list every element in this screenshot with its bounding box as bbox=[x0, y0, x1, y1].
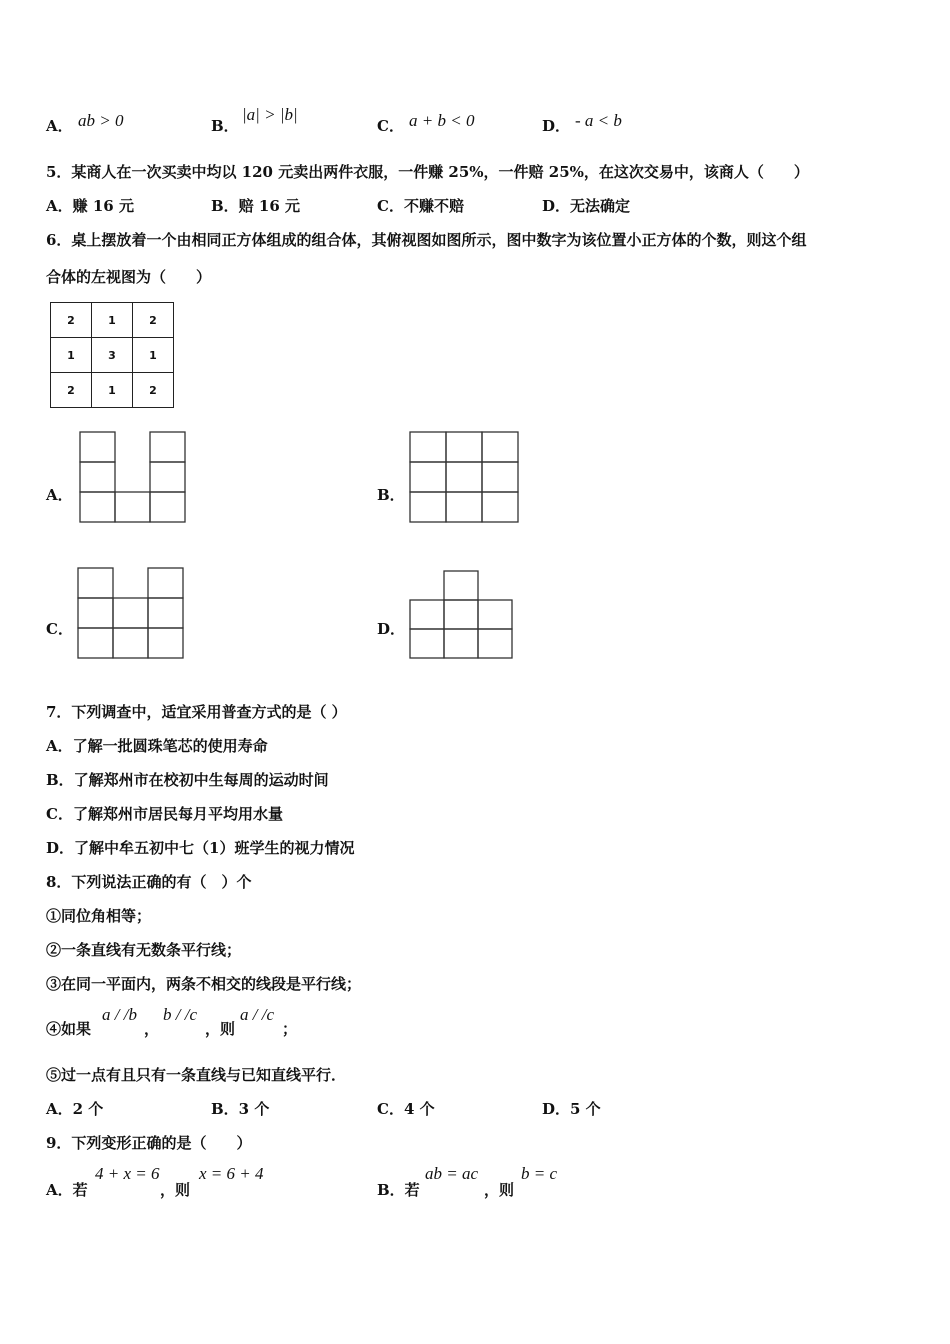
q8-statement-4-end: ； bbox=[282, 1020, 298, 1038]
q8-statement-1: ①同位角相等； bbox=[46, 907, 152, 925]
q6-option-c-figure bbox=[76, 566, 188, 660]
grid-cell: 1 bbox=[133, 338, 174, 373]
grid-cell: 1 bbox=[92, 303, 133, 338]
grid-cell: 2 bbox=[51, 303, 92, 338]
q8-stem: 8．下列说法正确的有（ ）个 bbox=[46, 873, 252, 891]
q8-option-d: D．5 个 bbox=[542, 1100, 601, 1118]
q6-stem-line2: 合体的左视图为（ ） bbox=[46, 268, 212, 286]
grid-cell: 1 bbox=[92, 373, 133, 408]
q8-option-c: C．4 个 bbox=[377, 1100, 435, 1118]
grid-cell: 2 bbox=[133, 303, 174, 338]
q6-option-b-figure bbox=[408, 430, 520, 525]
q4-option-c-label: C． bbox=[377, 117, 404, 135]
q5-option-b: B．赔 16 元 bbox=[211, 197, 300, 215]
q6-option-a-figure bbox=[78, 430, 188, 524]
q8-statement-4-comma: ， bbox=[144, 1020, 160, 1038]
q8-statement-4-then: ，则 bbox=[205, 1020, 236, 1038]
q8-option-a: A．2 个 bbox=[46, 1100, 104, 1118]
q6-option-b-label: B． bbox=[377, 486, 405, 504]
q9-option-b-expr1: ab = ac bbox=[425, 1164, 479, 1183]
q9-option-b-then: ，则 bbox=[484, 1181, 515, 1199]
q6-option-d-figure bbox=[408, 569, 516, 661]
grid-cell: 3 bbox=[92, 338, 133, 373]
q4-option-d-expr: - a < b bbox=[575, 111, 622, 130]
q8-statement-4-expr3: a / /c bbox=[240, 1005, 274, 1024]
q8-statement-4-expr1: a / /b bbox=[102, 1005, 137, 1024]
q6-stem-line1: 6．桌上摆放着一个由相同正方体组成的组合体，其俯视图如图所示，图中数字为该位置小正方体的个数，则这个组 bbox=[46, 231, 807, 249]
q7-option-d: D．了解中牟五初中七（1）班学生的视力情况 bbox=[46, 839, 355, 857]
q4-option-a-expr: ab > 0 bbox=[78, 111, 124, 130]
q6-option-a-label: A． bbox=[46, 486, 73, 504]
q4-option-d-label: D． bbox=[542, 117, 571, 135]
top-view-grid bbox=[50, 302, 174, 408]
q8-statement-5: ⑤过一点有且只有一条直线与已知直线平行． bbox=[46, 1066, 347, 1084]
q4-option-b-label: B． bbox=[211, 117, 239, 135]
q6-option-c-label: C． bbox=[46, 620, 73, 638]
q9-option-b-expr2: b = c bbox=[521, 1164, 558, 1183]
q5-option-d: D．无法确定 bbox=[542, 197, 631, 215]
q4-option-c-expr: a + b < 0 bbox=[409, 111, 475, 130]
q7-option-b: B．了解郑州市在校初中生每周的运动时间 bbox=[46, 771, 329, 789]
q7-option-c: C．了解郑州市居民每月平均用水量 bbox=[46, 805, 283, 823]
q6-option-d-label: D． bbox=[377, 620, 406, 638]
grid-cell: 1 bbox=[51, 338, 92, 373]
q8-option-b: B．3 个 bbox=[211, 1100, 270, 1118]
q9-option-a-then: ，则 bbox=[160, 1181, 191, 1199]
q9-stem: 9．下列变形正确的是（ ） bbox=[46, 1134, 252, 1152]
q4-option-a-label: A． bbox=[46, 117, 73, 135]
grid-cell: 2 bbox=[51, 373, 92, 408]
q9-option-a-expr2: x = 6 + 4 bbox=[199, 1164, 264, 1183]
q9-option-a-label: A．若 bbox=[46, 1181, 88, 1199]
q5-option-a: A．赚 16 元 bbox=[46, 197, 134, 215]
grid-cell: 2 bbox=[133, 373, 174, 408]
q8-statement-4-expr2: b / /c bbox=[163, 1005, 197, 1024]
q9-option-b-label: B．若 bbox=[377, 1181, 420, 1199]
q8-statement-3: ③在同一平面内，两条不相交的线段是平行线； bbox=[46, 975, 362, 993]
q5-option-c: C．不赚不赔 bbox=[377, 197, 464, 215]
q5-stem: 5．某商人在一次买卖中均以 120 元卖出两件衣服，一件赚 25%，一件赔 25%，在这次交易中，该商人（ ） bbox=[46, 163, 809, 181]
q9-option-a-expr1: 4 + x = 6 bbox=[95, 1164, 160, 1183]
q7-stem: 7．下列调查中，适宜采用普查方式的是（ ） bbox=[46, 703, 347, 721]
q4-option-b-expr: |a| > |b| bbox=[242, 105, 298, 124]
q7-option-a: A．了解一批圆珠笔芯的使用寿命 bbox=[46, 737, 268, 755]
q8-statement-2: ②一条直线有无数条平行线； bbox=[46, 941, 242, 959]
q8-statement-4-prefix: ④如果 bbox=[46, 1020, 92, 1038]
